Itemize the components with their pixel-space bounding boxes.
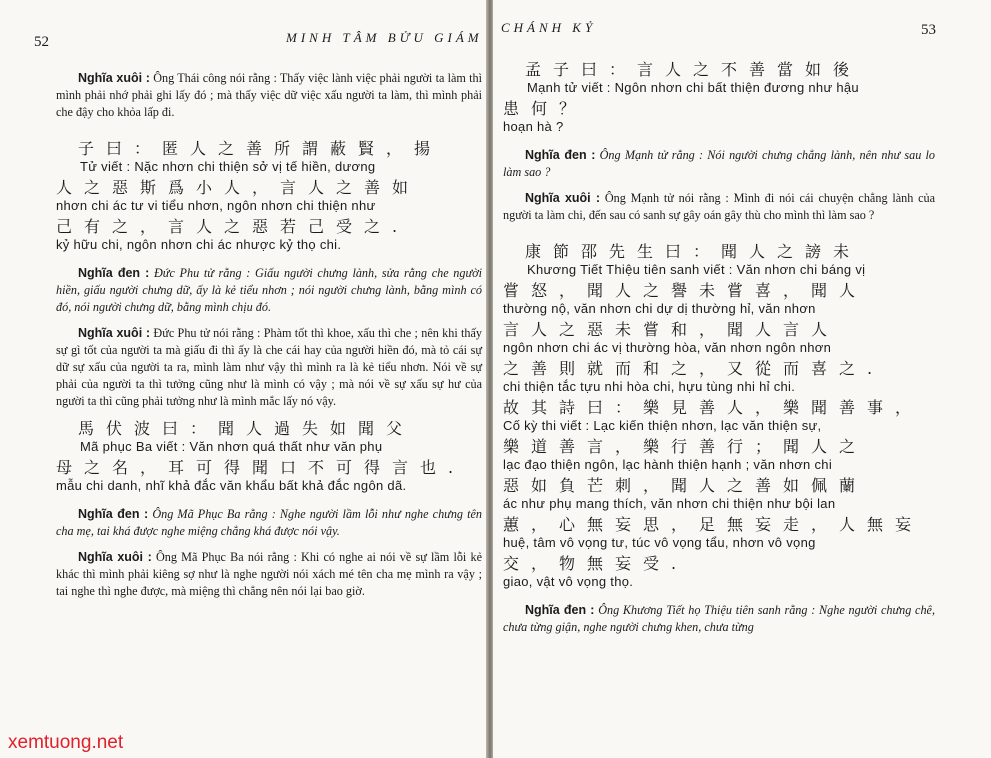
chinese-line: 樂道善言，樂行善行；聞人之 xyxy=(503,437,868,456)
paragraph-label: Nghĩa xuôi : xyxy=(78,71,150,85)
paragraph-nghia-den xyxy=(56,265,482,316)
chinese-line: 人之惡斯爲小人，言人之善如 xyxy=(56,178,421,197)
paragraph-nghia-xuoi xyxy=(56,70,482,121)
romanized-line: thường nộ, văn nhơn chi dự dị thường hỉ, văn nhơn xyxy=(503,301,816,316)
romanized-line: Cố kỳ thi viết : Lạc kiến thiện nhơn, lạc văn thiện sự, xyxy=(503,418,822,433)
romanized-line: kỷ hữu chi, ngôn nhơn chi ác nhược kỷ thọ chi. xyxy=(56,237,342,252)
chinese-line: 惡如負芒刺，聞人之善如佩蘭 xyxy=(503,476,868,495)
romanized-line: huệ, tâm vô vọng tư, túc vô vọng tẩu, nhơn vô vọng xyxy=(503,535,816,550)
paragraph-label: Nghĩa xuôi : xyxy=(525,191,601,205)
paragraph-nghia-den xyxy=(503,147,935,181)
paragraph-text: Đức Phu tử rằng : Giấu người chưng lành, sửa rằng che người hiền, giấu người chưng dữ, ấy là kẻ tiểu nhơn ; nói người chưng lành, bằng mình có đó, nói người chưng dữ, bằng mình chịu đó. xyxy=(56,266,483,314)
paragraph-label: Nghĩa đen : xyxy=(525,603,595,617)
paragraph-nghia-xuoi xyxy=(56,325,482,410)
paragraph-text: Ông Mã Phục Ba rằng : Nghe người lầm lỗi như nghe chưng tên cha mẹ, tai khá được nghe miệng chẳng khá được nói vậy. xyxy=(56,507,483,538)
chinese-line: 嘗怒，聞人之譽未嘗喜，聞人 xyxy=(503,281,868,300)
paragraph-nghia-den xyxy=(56,506,482,540)
paragraph-label: Nghĩa đen : xyxy=(78,507,149,521)
chinese-line: 故其詩曰：樂見善人，樂聞善事， xyxy=(503,398,924,417)
romanized-line: hoạn hà ? xyxy=(503,119,564,134)
romanized-line: Mạnh tử viết : Ngôn nhơn chi bất thiện đương như hậu xyxy=(527,80,859,95)
chinese-line: 馬伏波曰：聞人過失如聞父 xyxy=(78,419,415,438)
paragraph-label: Nghĩa đen : xyxy=(78,266,150,280)
paragraph-text: Ông Mạnh tử rằng : Nói người chưng chẳng lành, nên như sau lo làm sao ? xyxy=(503,148,935,179)
chinese-line: 言人之惡未嘗和，聞人言人 xyxy=(503,320,840,339)
chinese-line: 之善則就而和之，又從而喜之. xyxy=(503,359,885,378)
right-page xyxy=(493,0,991,758)
right-body xyxy=(503,60,935,645)
romanized-line: lạc đạo thiện ngôn, lạc hành thiện hạnh ; văn nhơn chi xyxy=(503,457,833,472)
site-watermark: xemtuong.net xyxy=(8,732,124,753)
left-page xyxy=(0,0,488,758)
chinese-line: 康節邵先生曰：聞人之謗未 xyxy=(525,242,862,261)
chinese-line: 母之名，耳可得聞口不可得言也. xyxy=(56,458,466,477)
romanized-line: chi thiện tắc tựu nhi hòa chi, hựu tùng nhi hỉ chi. xyxy=(503,379,796,394)
romanized-line: Mã phục Ba viết : Văn nhơn quá thất như văn phụ xyxy=(80,439,383,454)
chinese-line: 蕙，心無妄思，足無妄走，人無妄 xyxy=(503,515,924,534)
paragraph-nghia-xuoi xyxy=(503,190,935,224)
right-page-number: 53 xyxy=(921,22,936,38)
paragraph-text: Đức Phu tử nói rằng : Phàm tốt thì khoe, xấu thì che ; nên khi thấy sự gì tốt của người ta mà giấu đi thì ấy là che cái hay của người hiền đó, mà tỏ cái sự dữ sự xấu của người ta ra, mình làm như vậy thì mình ra là kẻ tiểu nhơn. Nói về sự phải của người ta thì tưởng cũng như là mình có vậy ; mà nói về sự xấu sự hư của người ta thì cũng phải tưởng như là mình mắc lấy nó vậy. xyxy=(56,326,483,408)
right-running-title: CHÁNH KỶ xyxy=(501,20,597,35)
chinese-line: 孟子曰：言人之不善當如後 xyxy=(525,60,862,79)
chinese-line: 交，物無妄受. xyxy=(503,554,689,573)
paragraph-text: Ông Thái công nói rằng : Thấy việc lành việc phải người ta làm thì mình phải nhớ phải ghi lấy đó ; mà thấy việc dữ việc xấu người ta làm, thì mình phải che đậy cho khỏa lấp đi. xyxy=(56,71,483,119)
paragraph-label: Nghĩa đen : xyxy=(525,148,596,162)
romanized-line: giao, vật vô vọng thọ. xyxy=(503,574,634,589)
chinese-line: 己有之，言人之惡若己受之. xyxy=(56,217,410,236)
romanized-line: ác như phụ mang thích, văn nhơn chi thiện như bội lan xyxy=(503,496,836,511)
romanized-line: nhơn chi ác tư vi tiểu nhơn, ngôn nhơn chi thiện như xyxy=(56,198,376,213)
paragraph-text: Ông Khương Tiết họ Thiệu tiên sanh rằng : Nghe người chưng chê, chưa từng giận, nghe người chưng khen, chưa từng xyxy=(503,603,936,634)
paragraph-label: Nghĩa xuôi : xyxy=(78,326,151,340)
paragraph-text: Ông Mạnh tử nói rằng : Mình đi nói cái chuyện chẳng lành của người ta làm chi, đến sau có sanh sự gây oán gây thù cho mình thì làm sao ? xyxy=(503,191,936,222)
left-running-title: MINH TÂM BỬU GIÁM xyxy=(286,30,483,45)
romanized-line: Khương Tiết Thiệu tiên sanh viết : Văn nhơn chi báng vị xyxy=(527,262,866,277)
chinese-line: 子曰：匿人之善所謂蔽賢，揚 xyxy=(78,139,443,158)
romanized-line: mẫu chi danh, nhĩ khả đắc văn khẩu bất khả đắc ngôn dã. xyxy=(56,478,407,493)
paragraph-text: Ông Mã Phục Ba nói rằng : Khi có nghe ai nói về sự lầm lỗi kẻ khác thì mình phải kiêng sợ như là nghe người nói xách mé tên cha mẹ mình ra vậy ; tai nghe thì nghe được, mà miệng thì chẳng nên nói lại bao giờ. xyxy=(56,550,482,598)
chinese-line: 患何？ xyxy=(503,99,588,118)
paragraph-nghia-xuoi xyxy=(56,549,482,600)
romanized-line: ngôn nhơn chi ác vị thường hòa, văn nhơn ngôn nhơn xyxy=(503,340,832,355)
paragraph-label: Nghĩa xuôi : xyxy=(78,550,152,564)
left-body xyxy=(56,70,482,609)
paragraph-nghia-den xyxy=(503,602,935,636)
left-page-number: 52 xyxy=(34,34,49,50)
romanized-line: Tử viết : Nặc nhơn chi thiện sở vị tế hiền, dương xyxy=(80,159,376,174)
